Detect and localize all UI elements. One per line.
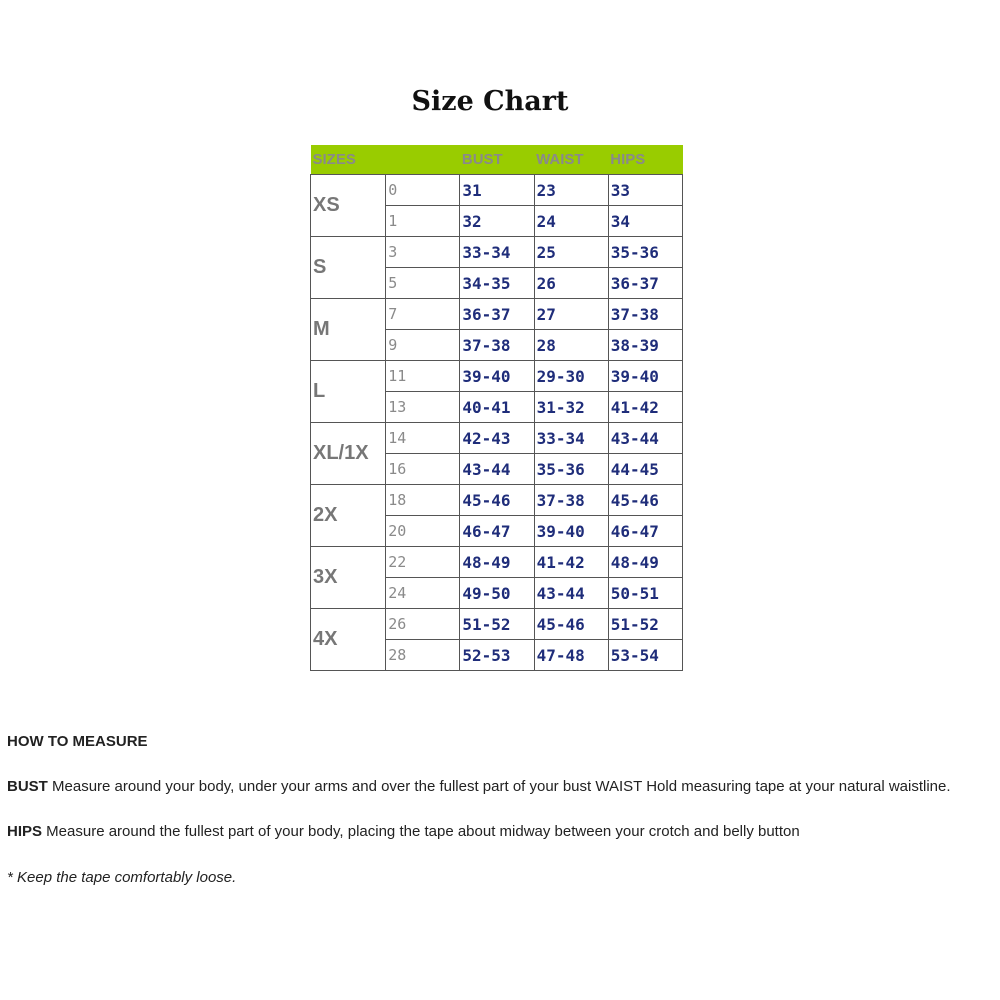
hips-value: 41-42 bbox=[608, 392, 682, 423]
hips-value: 50-51 bbox=[608, 578, 682, 609]
tape-note: * Keep the tape comfortably loose. bbox=[7, 869, 237, 886]
size-label: S bbox=[311, 237, 386, 299]
bust-value: 52-53 bbox=[460, 640, 534, 671]
table-row bbox=[311, 299, 683, 330]
size-number: 1 bbox=[386, 206, 460, 237]
hips-value: 38-39 bbox=[608, 330, 682, 361]
bust-value: 36-37 bbox=[460, 299, 534, 330]
size-label: M bbox=[311, 299, 386, 361]
hips-value: 34 bbox=[608, 206, 682, 237]
bust-value: 51-52 bbox=[460, 609, 534, 640]
size-number: 18 bbox=[386, 485, 460, 516]
bust-value: 49-50 bbox=[460, 578, 534, 609]
hips-value: 46-47 bbox=[608, 516, 682, 547]
hips-value: 43-44 bbox=[608, 423, 682, 454]
bust-value: 46-47 bbox=[460, 516, 534, 547]
hips-value: 39-40 bbox=[608, 361, 682, 392]
size-label: XS bbox=[311, 175, 386, 237]
waist-value: 23 bbox=[534, 175, 608, 206]
table-header-row bbox=[311, 145, 683, 175]
waist-value: 31-32 bbox=[534, 392, 608, 423]
size-label: L bbox=[311, 361, 386, 423]
header-sizes: SIZES bbox=[311, 145, 386, 175]
bust-value: 32 bbox=[460, 206, 534, 237]
table-row bbox=[311, 175, 683, 206]
hips-value: 33 bbox=[608, 175, 682, 206]
waist-value: 33-34 bbox=[534, 423, 608, 454]
table-row bbox=[311, 547, 683, 578]
size-label: 4X bbox=[311, 609, 386, 671]
size-chart-table bbox=[310, 145, 683, 671]
bust-value: 45-46 bbox=[460, 485, 534, 516]
measure-heading: HOW TO MEASURE bbox=[7, 733, 148, 750]
hips-value: 53-54 bbox=[608, 640, 682, 671]
waist-value: 41-42 bbox=[534, 547, 608, 578]
bust-value: 43-44 bbox=[460, 454, 534, 485]
waist-value: 28 bbox=[534, 330, 608, 361]
bust-label: BUST bbox=[7, 778, 48, 795]
size-number: 28 bbox=[386, 640, 460, 671]
size-number: 24 bbox=[386, 578, 460, 609]
table-row bbox=[311, 361, 683, 392]
hips-text: Measure around the fullest part of your body, placing the tape about midway between your crotch and belly button bbox=[42, 823, 800, 840]
table-row bbox=[311, 485, 683, 516]
size-number: 16 bbox=[386, 454, 460, 485]
size-number: 26 bbox=[386, 609, 460, 640]
table-row bbox=[311, 609, 683, 640]
size-number: 5 bbox=[386, 268, 460, 299]
hips-value: 45-46 bbox=[608, 485, 682, 516]
bust-value: 40-41 bbox=[460, 392, 534, 423]
bust-value: 39-40 bbox=[460, 361, 534, 392]
table-row bbox=[311, 237, 683, 268]
size-label: 3X bbox=[311, 547, 386, 609]
waist-value: 29-30 bbox=[534, 361, 608, 392]
hips-value: 37-38 bbox=[608, 299, 682, 330]
bust-instruction bbox=[7, 778, 951, 795]
bust-value: 42-43 bbox=[460, 423, 534, 454]
bust-text: Measure around your body, under your arms and over the fullest part of your bust WAIST Hold measuring tape at your natural waistline. bbox=[47, 778, 951, 795]
header-waist: WAIST bbox=[534, 145, 608, 175]
header-hips: HIPS bbox=[608, 145, 682, 175]
waist-value: 35-36 bbox=[534, 454, 608, 485]
header-number bbox=[386, 145, 460, 175]
size-label: 2X bbox=[311, 485, 386, 547]
waist-value: 43-44 bbox=[534, 578, 608, 609]
page-title: Size Chart bbox=[411, 86, 569, 117]
hips-value: 35-36 bbox=[608, 237, 682, 268]
waist-value: 24 bbox=[534, 206, 608, 237]
size-number: 7 bbox=[386, 299, 460, 330]
waist-value: 26 bbox=[534, 268, 608, 299]
waist-value: 25 bbox=[534, 237, 608, 268]
size-number: 22 bbox=[386, 547, 460, 578]
bust-value: 48-49 bbox=[460, 547, 534, 578]
hips-value: 36-37 bbox=[608, 268, 682, 299]
header-bust: BUST bbox=[460, 145, 534, 175]
waist-value: 39-40 bbox=[534, 516, 608, 547]
hips-value: 51-52 bbox=[608, 609, 682, 640]
hips-value: 44-45 bbox=[608, 454, 682, 485]
waist-value: 45-46 bbox=[534, 609, 608, 640]
size-number: 13 bbox=[386, 392, 460, 423]
hips-instruction bbox=[7, 823, 800, 840]
size-number: 3 bbox=[386, 237, 460, 268]
bust-value: 37-38 bbox=[460, 330, 534, 361]
bust-value: 33-34 bbox=[460, 237, 534, 268]
waist-value: 47-48 bbox=[534, 640, 608, 671]
size-number: 11 bbox=[386, 361, 460, 392]
size-number: 9 bbox=[386, 330, 460, 361]
size-label: XL/1X bbox=[311, 423, 386, 485]
hips-value: 48-49 bbox=[608, 547, 682, 578]
table-row bbox=[311, 423, 683, 454]
bust-value: 34-35 bbox=[460, 268, 534, 299]
size-number: 14 bbox=[386, 423, 460, 454]
waist-value: 27 bbox=[534, 299, 608, 330]
size-number: 0 bbox=[386, 175, 460, 206]
hips-label: HIPS bbox=[7, 823, 43, 840]
bust-value: 31 bbox=[460, 175, 534, 206]
waist-value: 37-38 bbox=[534, 485, 608, 516]
size-number: 20 bbox=[386, 516, 460, 547]
